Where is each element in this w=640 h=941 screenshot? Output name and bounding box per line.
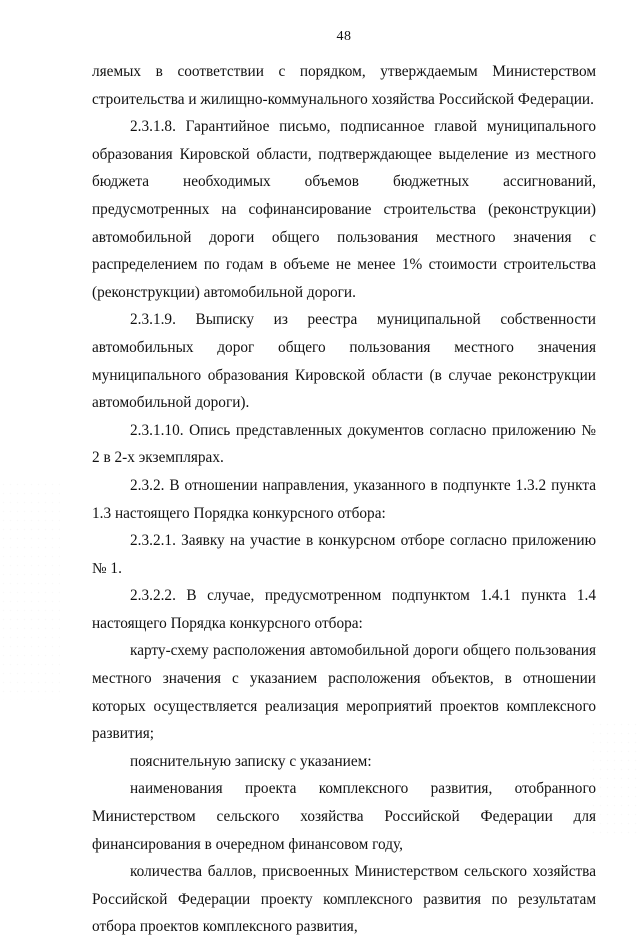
paragraph-2-3-1-9: 2.3.1.9. Выписку из реестра муниципальной собственности автомобильных дорог общего пользования местного значения муниципального образования Кировской области (в случае реконструкции автомобильной дороги). xyxy=(92,311,596,412)
paragraph-2-3-1-8: 2.3.1.8. Гарантийное письмо, подписанное главой муниципального образования Кировской области, подтверждающее выделение из местного бюджета необходимых объемов бюджетных ассигнований, предусмотренных на софинансирование строительства (реконструкции) автомобильной дороги общего пользования местного значения с распределением по годам в объеме не менее 1% стоимости строительства (реконструкции) автомобильной дороги. xyxy=(92,118,596,301)
paragraph-score-count: количества баллов, присвоенных Министерством сельского хозяйства Российской Федерации проекту комплексного развития по результатам отбора проектов комплексного развития, xyxy=(92,863,596,936)
paragraph-explanatory-note: пояснительную записку с указанием: xyxy=(130,752,372,770)
document-body xyxy=(92,58,596,941)
paragraph-2-3-1-10: 2.3.1.10. Опись представленных документов согласно приложению № 2 в 2-х экземплярах. xyxy=(92,421,596,467)
scan-noise-left xyxy=(0,480,60,700)
paragraph-2-3-2-2: 2.3.2.2. В случае, предусмотренном подпунктом 1.4.1 пункта 1.4 настоящего Порядка конкурсного отбора: xyxy=(92,587,596,632)
scan-noise-right xyxy=(590,720,640,840)
paragraph-2-3-2-1: 2.3.2.1. Заявку на участие в конкурсном отборе согласно приложению № 1. xyxy=(92,532,596,577)
paragraph-2-3-2: 2.3.2. В отношении направления, указанного в подпункте 1.3.2 пункта 1.3 настоящего Порядка конкурсного отбора: xyxy=(92,476,596,522)
paragraph-continuation: ляемых в соответствии с порядком, утверждаемым Министерством строительства и жилищно-коммунального хозяйства Российской Федерации. xyxy=(92,63,596,108)
paragraph-project-name: наименования проекта комплексного развития, отобранного Министерством сельского хозяйства Российской Федерации для финансирования в очередном финансовом году, xyxy=(92,780,596,853)
paragraph-map-scheme: карту-схему расположения автомобильной дороги общего пользования местного значения с указанием расположения объектов, в отношении которых осуществляется реализация мероприятий проектов комплексного развития; xyxy=(92,642,596,743)
page-number: 48 xyxy=(336,29,352,44)
